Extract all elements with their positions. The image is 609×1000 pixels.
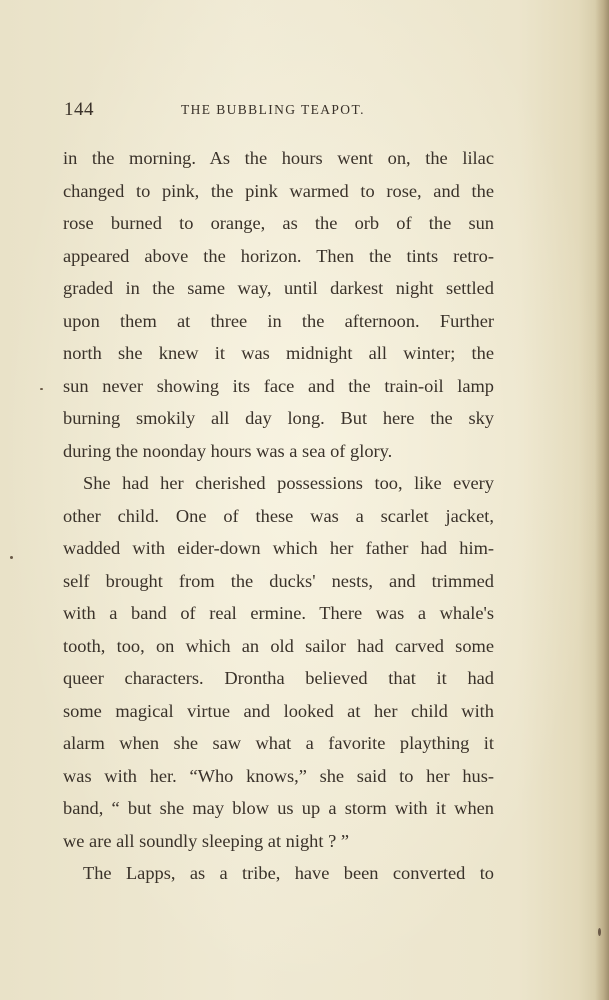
text-line: with a band of real ermine. There was a whale's <box>63 603 494 623</box>
page-header <box>64 99 494 121</box>
text-line: other child. One of these was a scarlet jacket, <box>63 505 494 526</box>
text-line: upon them at three in the afternoon. Further <box>63 310 494 331</box>
text-line: burning smokily all day long. But here the sky <box>63 408 494 428</box>
text-line: we are all soundly sleeping at night ? ” <box>63 830 349 851</box>
paper-speck <box>10 556 13 559</box>
text-line: was with her. “Who knows,” she said to her hus- <box>63 765 494 786</box>
text-line: some magical virtue and looked at her child with <box>63 700 494 721</box>
text-line: in the morning. As the hours went on, the lilac <box>63 148 494 168</box>
text-line: during the noonday hours was a sea of glory. <box>63 440 393 461</box>
text-line: sun never showing its face and the train-oil lamp <box>63 375 494 396</box>
paper-speck <box>40 388 43 390</box>
text-line: graded in the same way, until darkest night settled <box>63 278 494 298</box>
body-text <box>63 142 494 890</box>
text-line: queer characters. Drontha believed that it had <box>63 668 494 688</box>
running-head: THE BUBBLING TEAPOT. <box>181 102 365 117</box>
text-line: self brought from the ducks' nests, and trimmed <box>63 570 494 591</box>
text-line: rose burned to orange, as the orb of the sun <box>63 213 494 233</box>
text-line: The Lapps, as a tribe, have been converted to <box>83 863 494 883</box>
text-line: She had her cherished possessions too, like every <box>83 473 494 493</box>
paper-speck <box>598 928 601 936</box>
text-line: wadded with eider-down which her father had him- <box>63 538 494 558</box>
page-edge-shadow <box>595 0 609 1000</box>
page-number: 144 <box>64 99 94 120</box>
text-line: tooth, too, on which an old sailor had carved some <box>63 635 494 656</box>
text-line: alarm when she saw what a favorite plaything it <box>63 733 494 753</box>
text-line: changed to pink, the pink warmed to rose, and the <box>63 180 494 201</box>
text-line: appeared above the horizon. Then the tints retro- <box>63 245 494 266</box>
text-line: band, “ but she may blow us up a storm with it when <box>63 798 494 818</box>
text-line: north she knew it was midnight all winter; the <box>63 343 494 363</box>
